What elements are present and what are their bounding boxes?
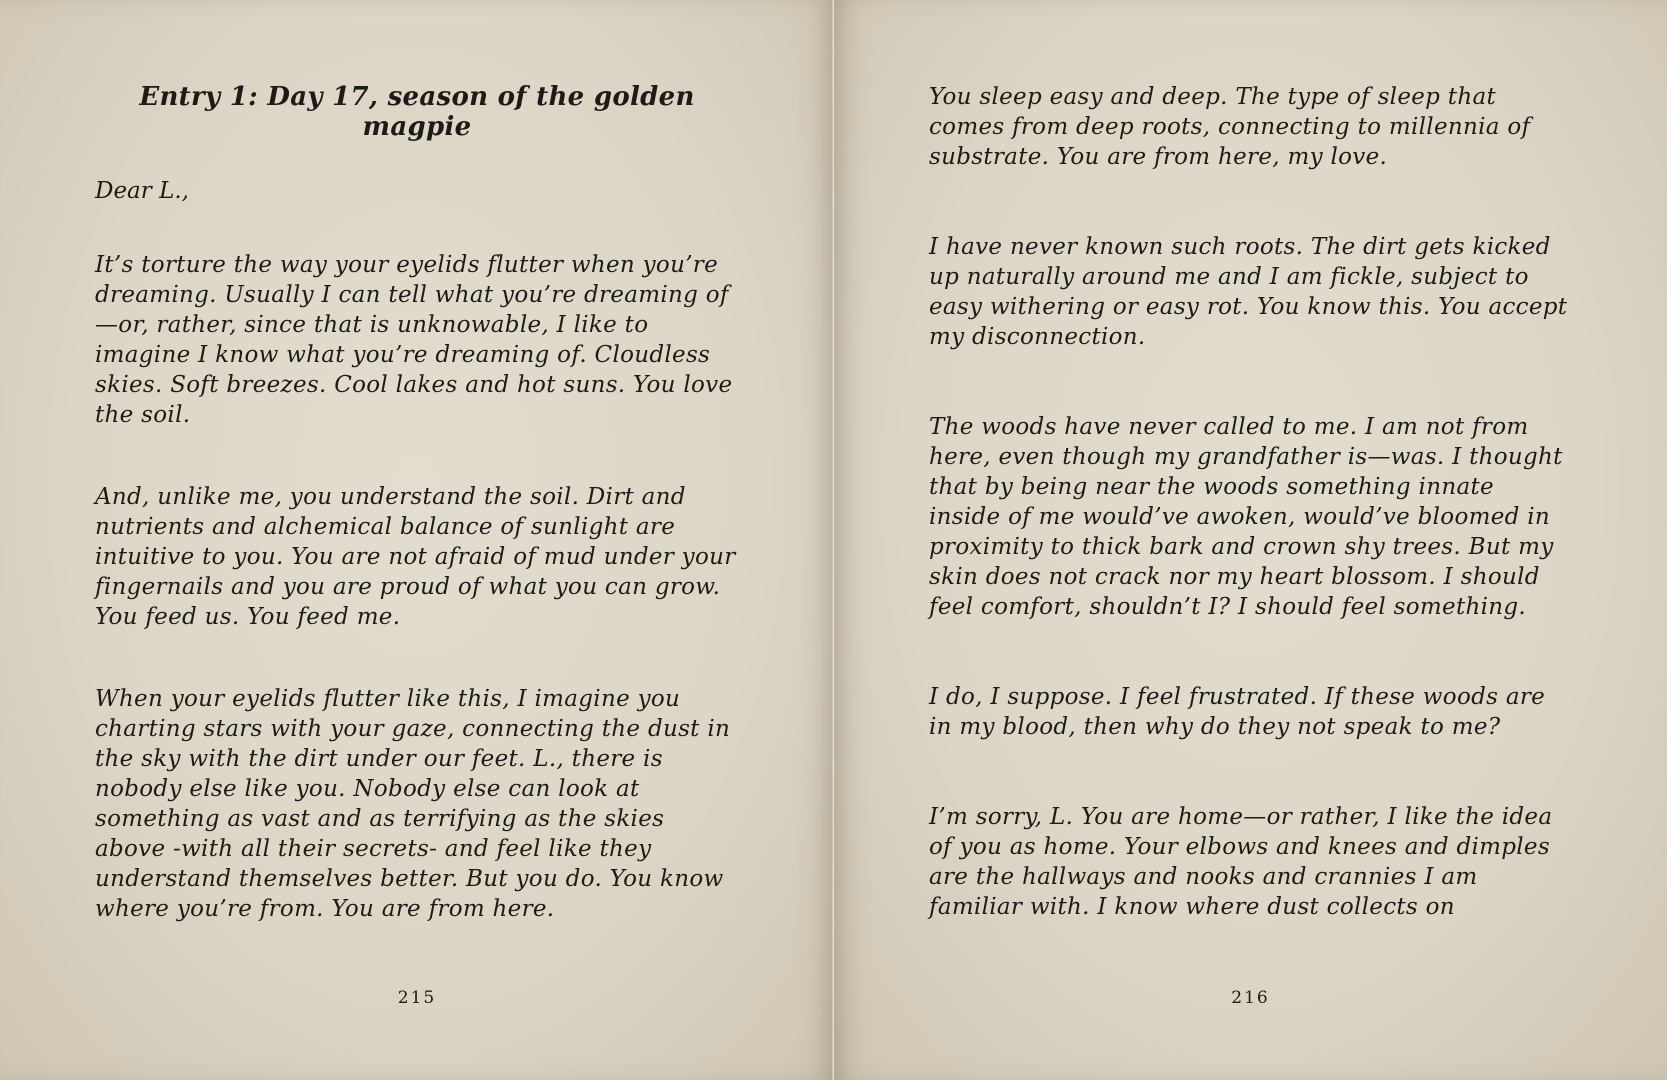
entry-title: Entry 1: Day 17, season of the golden magpie [139, 82, 695, 142]
paragraph: When your eyelids flutter like this, I imagine you charting stars with your gaze, connecting the dust in the sky with the dirt under our feet. L., there is nobody else like you. Nobody else can look at something as vast and as terrifying as the skies above -with all their secrets- and feel like they understand themselves better. But you do. You know where you’re from. You are from here. [95, 686, 731, 922]
paragraph: I do, I suppose. I feel frustrated. If these woods are in my blood, then why do they not speak to me? [929, 684, 1546, 740]
paragraph: I have never known such roots. The dirt gets kicked up naturally around me and I am fickle, subject to easy withering or easy rot. You know this. You accept my disconnection. [929, 234, 1568, 350]
paragraph: I’m sorry, L. You are home—or rather, I like the idea of you as home. Your elbows and knees and dimples are the hallways and nooks and crannies I am familiar with. I know where dust collects on [929, 804, 1553, 920]
right-page [834, 0, 1667, 1080]
page-number-right: 216 [1231, 988, 1270, 1008]
salutation: Dear L., [95, 178, 189, 204]
paragraph: It’s torture the way your eyelids flutter when you’re dreaming. Usually I can tell what you’re dreaming of—or, rather, since that is unknowable, I like to imagine I know what you’re dreaming of. Cloudless skies. Soft breezes. Cool lakes and hot suns. You love the soil. [95, 252, 733, 428]
paragraph: You sleep easy and deep. The type of sleep that comes from deep roots, connecting to millennia of substrate. You are from here, my love. [929, 84, 1531, 170]
paragraph: The woods have never called to me. I am not from here, even though my grandfather is—was. I thought that by being near the woods something innate inside of me would’ve awoken, would’ve bloomed in proximity to thick bark and crown shy trees. But my skin does not crack nor my heart blossom. I should feel comfort, shouldn’t I? I should feel something. [929, 414, 1563, 620]
paragraph: And, unlike me, you understand the soil. Dirt and nutrients and alchemical balance of sunlight are intuitive to you. You are not afraid of mud under your fingernails and you are proud of what you can grow. You feed us. You feed me. [95, 484, 736, 630]
page-number-left: 215 [397, 988, 437, 1008]
